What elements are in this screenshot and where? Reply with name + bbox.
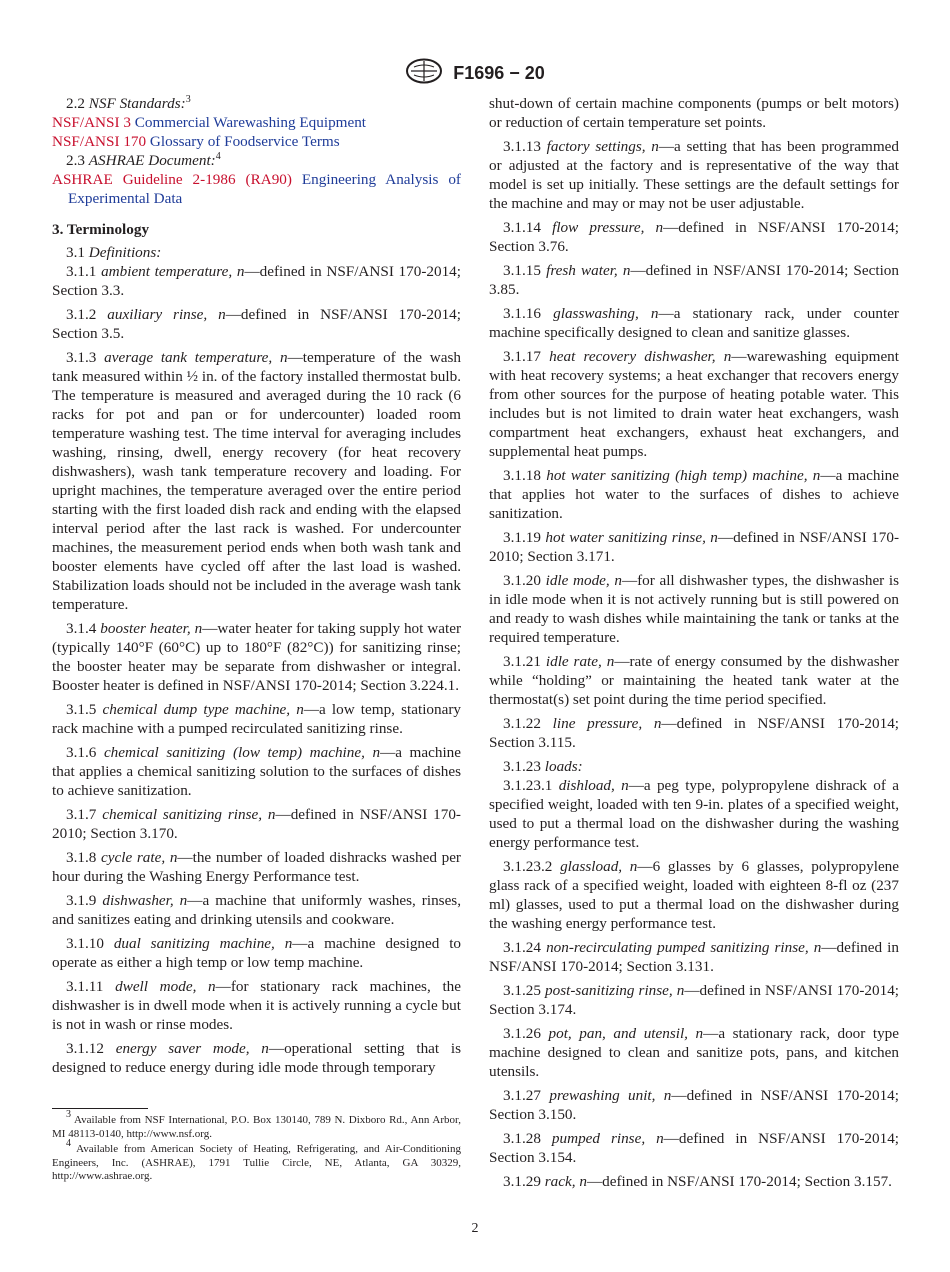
page-number: 2 <box>471 1221 479 1236</box>
definition-3-1-12: 3.1.12 energy saver mode, n—operational setting that is designed to reduce energy during idle mode through temporary <box>52 1040 462 1076</box>
definition-3-1-13: 3.1.13 factory settings, n—a setting that has been programmed or adjusted at the factory and is representative of the way that model is set up initially. These settings are the default settings for the machine and may or may not be user adjustable. <box>489 138 899 212</box>
definition-3-1-8: 3.1.8 cycle rate, n—the number of loaded dishracks washed per hour during the Washing Energy Performance test. <box>52 849 461 885</box>
definition-3-1-10: 3.1.10 dual sanitizing machine, n—a machine designed to operate as either a high temp or low temp machine. <box>52 935 462 971</box>
definition-3-1-23-2: 3.1.23.2 glassload, n—6 glasses by 6 glasses, polypropylene glass rack of a specified weight, loaded with eighteen 8-fl oz (237 ml) glasses, used to put a thermal load on the dishwasher during the washing energy performance test. <box>489 858 900 932</box>
definition-3-1-7: 3.1.7 chemical sanitizing rinse, n—defined in NSF/ANSI 170-2010; Section 3.170. <box>52 806 461 842</box>
definition-3-1-23-1: 3.1.23.1 dishload, n—a peg type, polypropylene dishrack of a specified weight, loaded with ten 9-in. plates of a specified weight, used to put a thermal load on the dishwasher during the washing energy performance test. <box>489 777 900 851</box>
definition-3-1-26: 3.1.26 pot, pan, and utensil, n—a stationary rack, door type machine designed to clean and sanitize pots, pans, and kitchen utensils. <box>489 1025 900 1080</box>
footnote-3: 3 Available from NSF International, P.O. Box 130140, 789 N. Dixboro Rd., Ann Arbor, MI 48113-0140, http://www.nsf.org. <box>52 1109 461 1140</box>
definition-3-1-9: 3.1.9 dishwasher, n—a machine that uniformly washes, rinses, and sanitizes eating and drinking utensils and cookware. <box>52 892 462 928</box>
definition-3-1-22: 3.1.22 line pressure, n—defined in NSF/ANSI 170-2014; Section 3.115. <box>489 715 900 751</box>
footnotes <box>52 1108 461 1186</box>
definition-3-1-19: 3.1.19 hot water sanitizing rinse, n—defined in NSF/ANSI 170-2010; Section 3.171. <box>489 529 900 565</box>
definition-3-1-23: 3.1.23 loads: <box>503 758 583 775</box>
definition-3-1-16: 3.1.16 glasswashing, n—a stationary rack, under counter machine specifically designed to clean and sanitize glasses. <box>489 305 899 341</box>
page-header <box>0 58 950 89</box>
definitions-heading: 3.1 Definitions: <box>66 244 162 261</box>
definition-3-1-14: 3.1.14 flow pressure, n—defined in NSF/ANSI 170-2014; Section 3.76. <box>489 219 899 255</box>
section-2-3: 2.3 ASHRAE Document:$^4$ <box>66 151 221 169</box>
definition-3-1-1: 3.1.1 ambient temperature, n—defined in NSF/ANSI 170-2014; Section 3.3. <box>52 263 461 299</box>
definition-3-1-28: 3.1.28 pumped rinse, n—defined in NSF/ANSI 170-2014; Section 3.154. <box>489 1130 900 1166</box>
left-column <box>52 94 461 1082</box>
definition-3-1-2: 3.1.2 auxiliary rinse, n—defined in NSF/ANSI 170-2014; Section 3.5. <box>52 306 461 342</box>
definition-3-1-12-continued: shut-down of certain machine components (pumps or belt motors) or reduction of certain temperature set points. <box>489 95 899 131</box>
reference-nsf-ansi-170[interactable]: NSF/ANSI 170 Glossary of Foodservice Terms <box>52 133 340 150</box>
definition-3-1-18: 3.1.18 hot water sanitizing (high temp) machine, n—a machine that applies hot water to the surfaces of dishes to achieve sanitization. <box>489 467 900 522</box>
definition-3-1-24: 3.1.24 non-recirculating pumped sanitizing rinse, n—defined in NSF/ANSI 170-2014; Section 3.131. <box>489 939 899 975</box>
definition-3-1-27: 3.1.27 prewashing unit, n—defined in NSF/ANSI 170-2014; Section 3.150. <box>489 1087 899 1123</box>
definition-3-1-21: 3.1.21 idle rate, n—rate of energy consumed by the dishwasher while “holding” or maintaining the heated tank water at the thermostat(s) set point during the time period specified. <box>489 653 900 708</box>
section-2-2: 2.2 NSF Standards:$^3$ <box>66 94 191 112</box>
reference-nsf-ansi-3[interactable]: NSF/ANSI 3 Commercial Warewashing Equipment <box>52 114 367 131</box>
definition-3-1-11: 3.1.11 dwell mode, n—for stationary rack machines, the dishwasher is in dwell mode when it is actively running a cycle but is not in wash or rinse modes. <box>52 978 462 1033</box>
right-column <box>489 94 899 1196</box>
reference-ashrae-guideline[interactable]: ASHRAE Guideline 2-1986 (RA90) Engineering Analysis of Experimental Data <box>52 171 461 207</box>
definition-3-1-25: 3.1.25 post-sanitizing rinse, n—defined in NSF/ANSI 170-2014; Section 3.174. <box>489 982 900 1018</box>
definition-3-1-20: 3.1.20 idle mode, n—for all dishwasher types, the dishwasher is in idle mode when it is not actively running but is still powered on and ready to wash dishes while maintaining the tank or tanks at the required temperature. <box>489 572 900 646</box>
definition-3-1-15: 3.1.15 fresh water, n—defined in NSF/ANSI 170-2014; Section 3.85. <box>489 262 899 298</box>
definition-3-1-3: 3.1.3 average tank temperature, n—temperature of the wash tank measured within ½ in. of the factory installed thermostat bulb. The temperature is measured and averaged during the 10 rack (6 racks for pot and pan or for undercounter) loaded room temperature washing test. The time interval for averaging includes washing, rinsing, dwell, energy recovery (for heat recovery dishwashers), wash tank temperature recovery and loading. For upright machines, the temperature averaged over the entire period starting with the first loaded dish rack and ending with the elapsed interval period after the last rack is washed. For undercounter machines, the measurement period ends when both wash tank and booster elements have cycled off after the last load is washed. Stabilization loads should not be included in the average wash tank temperature. <box>52 349 462 613</box>
definition-3-1-29: 3.1.29 rack, n—defined in NSF/ANSI 170-2014; Section 3.157. <box>503 1173 892 1190</box>
section-3-heading: 3. Terminology <box>52 221 150 238</box>
definition-3-1-17: 3.1.17 heat recovery dishwasher, n—warewashing equipment with heat recovery systems; a heat exchanger that recovers energy from other sources for the purpose of heating potable water. This includes but is not limited to drain water heat exchangers, wash compartment heat exchangers, exhaust heat exchangers, and supplemental heat pumps. <box>489 348 899 460</box>
footnote-4: 4 Available from American Society of Heating, Refrigerating, and Air-Conditioning Engineers, Inc. (ASHRAE), 1791 Tullie Circle, NE, Atlanta, GA 30329, http://www.ashrae.org. <box>52 1138 461 1183</box>
definition-3-1-5: 3.1.5 chemical dump type machine, n—a low temp, stationary rack machine with a pumped recirculated sanitizing rinse. <box>52 701 462 737</box>
astm-logo-icon <box>405 58 443 89</box>
document-id: F1696 − 20 <box>453 63 545 83</box>
definition-3-1-4: 3.1.4 booster heater, n—water heater for taking supply hot water (typically 140°F (60°C) up to 180°F (82°C)) for sanitizing rinse; the booster heater may be separate from dishwasher or integral. Booster heater is defined in NSF/ANSI 170-2014; Section 3.224.1. <box>52 620 461 694</box>
definition-3-1-6: 3.1.6 chemical sanitizing (low temp) machine, n—a machine that applies a chemical sanitizing solution to the surfaces of dishes to achieve sanitization. <box>52 744 461 799</box>
